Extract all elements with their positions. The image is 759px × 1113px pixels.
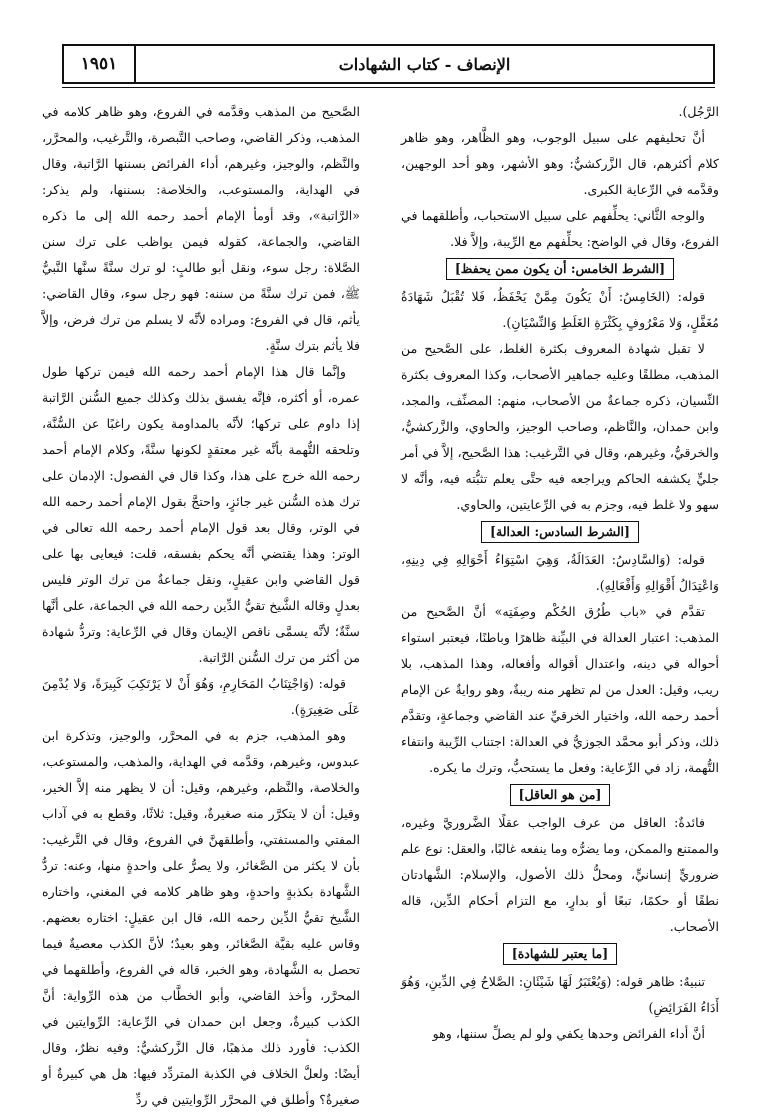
- paragraph: والوجه الثَّاني: يحلِّفهم على سبيل الاستحباب، وأطلقهما في الفروع، وقال في الواضح: يحلِّفهم مع الرِّيبة، وإلاَّ فلا.: [401, 208, 719, 249]
- paragraph: الصَّحيح من المذهب وقدَّمه في الفروع، وهو ظاهر كلامه في المذهب، وذكر القاضي، وصاحب التَّبصرة، والتَّرغيب، والمحرَّر، والنَّظم، والوجيز، وغيرهم، أداء الفرائض بسننها الرَّاتبة، وقال في الهداية، والمستوعب، والخلاصة: بسننها، ولم يذكر: «الرَّاتبة»، وقد أومأ الإمام أحمد رحمه الله إلى ما ذكره القاضي، والجماعة، كقوله فيمن يواظب على ترك سنن الصَّلاة: رجل سوء، ونقل أبو طالبٍ: لو ترك سنَّةً سنَّها النَّبيُّ ﷺ، فمن ترك سنَّةً من سننه: فهو رجل سوء، وقال القاضي: يأثم، قال في الفروع: ومراده لأنَّه لا يسلم من ترك فرض، وإلاَّ فلا يأثم بترك سنَّةٍ.: [42, 104, 360, 353]
- section-heading: [401, 783, 719, 807]
- section-heading-text: [ما يعتبر للشهادة]: [503, 943, 618, 965]
- running-title: الإنصاف - كتاب الشهادات: [338, 54, 511, 74]
- paragraph: الرَّجُل).: [678, 104, 719, 119]
- section-heading: [401, 942, 719, 966]
- page-number: ١٩٥١: [64, 46, 136, 82]
- header-rule: [62, 87, 715, 88]
- quoted-text: قوله: (وَالسَّادِسُ: العَدَالَةُ، وَهِيَ اسْتِوَاءُ أَحْوَالِهِ فِي دِينِهِ، وَاعْتِدَالُ أَقْوَالِهِ وَأَفْعَالِهِ).: [401, 552, 719, 593]
- paragraph: فائدةٌ: العاقل من عرف الواجب عقلًا الضَّروريَّ وغيره، والممتنع والممكن، وما يضرُّه وما ينفعه غالبًا، والعقل: نوع علم ضروريٍّ إنسانيٍّ، ومحلُّ ذلك الأصول، والإسلام: الشَّهادتان نطقًا أو حكمًا، تبعًا أو بدارٍ، مع التزام أحكام الدِّين، قاله الأصحاب.: [401, 815, 719, 934]
- paragraph: أنَّ أداء الفرائض وحدها يكفي ولو لم يصلِّ سننها، وهو: [432, 1026, 705, 1041]
- paragraph: تقدَّم في «باب طُرُق الحُكْم وصِفَتِه» أنَّ الصَّحيح من المذهب: اعتبار العدالة في البيِّنة ظاهرًا وباطنًا، فيعتبر استواء أحواله في دينه، واعتدال أقواله وأفعاله، وهذا المذهب، بلا ريب، وقيل: العدل من لم تظهر منه ريبةٌ، وهو روايةٌ عن الإمام أحمد رحمه الله، واختيار الخرقيِّ عند القاضي وجماعةٍ، وتقدَّم ذلك، وذكر أبو محمَّد الجوزيُّ في العدالة: اجتناب الرِّيبة وانتفاء التُّهمة، زاد في الرِّعاية: وفعل ما يستحبُّ، وترك ما يكره.: [401, 604, 719, 775]
- left-column: [42, 99, 360, 1107]
- paragraph: وإنَّما قال هذا الإمام أحمد رحمه الله فيمن تركها طول عمره، أو أكثره، فإنَّه يفسق بذلك وكذلك جميع السُّنن الرَّاتبة إذا داوم على تركها؛ لأنَّه بالمداومة يكون راغبًا عن السُّنَّة، وتلحقه التُّهمة بأنَّه غير معتقدٍ لكونها سنَّةً، وكلام الإمام أحمد رحمه الله خرج على هذا، وكذا قال في الفصول: الإدمان على ترك هذه السُّنن غير جائزٍ، واحتجَّ بقول الإمام أحمد رحمه الله في الوتر، وقال بعد قول الإمام أحمد رحمه الله تعالى في الوتر: وهذا يقتضي أنَّه يحكم بفسقه، قلت: فيعايى بها على قول القاضي وابن عقيلٍ، ونقل جماعةٌ من ترك الوتر فليس بعدلٍ وقاله الشَّيخ تقيُّ الدِّين رحمه الله في الجماعة، على أنَّها سنَّةٌ؛ لأنَّه يسمَّى ناقص الإيمان وقال في الرِّعاية: وتردُّ شهادة من أكثر من ترك السُّنن الرَّاتبة.: [42, 364, 360, 665]
- paragraph: أنَّ تحليفهم على سبيل الوجوب، وهو الظَّاهر، وهو ظاهر كلام أكثرهم، قال الزَّركشيُّ: وهو الأشهر، وهو أحد الوجهين، وقدَّمه في الرِّعاية الكبرى.: [401, 130, 719, 197]
- quoted-text: قوله: (وَاجْتِنَابُ المَحَارِمِ، وَهُوَ أَنْ لا يَرْتَكِبَ كَبِيرَةً، وَلا يُدْمِنَ عَلَى صَغِيرَةٍ).: [42, 676, 360, 717]
- section-heading: [401, 257, 719, 281]
- quoted-text: قوله: (الخَامِسُ: أَنْ يَكُونَ مِمَّنْ يَحْفَظُ، فَلا تُقْبَلُ شَهَادَةُ مُغَفَّلٍ، وَلا مَعْرُوفٍ بِكَثْرَةِ الغَلَطِ وَالنِّسْيَانِ).: [401, 289, 719, 330]
- right-column: [401, 99, 719, 1099]
- page-header: [62, 44, 715, 84]
- section-heading-text: [من هو العاقل]: [510, 784, 611, 806]
- paragraph: لا تقبل شهادة المعروف بكثرة الغلط، على الصَّحيح من المذهب، مطلقًا وعليه جماهير الأصحاب، وكذا المعروف بكثرة النِّسيان، ذكره جماعةٌ من الأصحاب، منهم: المصنِّف، والمجد، وابن حمدان، والنَّاظم، وصاحب الوجيز، والحاوي، والزَّركشيُّ، والخرقيُّ، وغيرهم، وقال في التَّرغيب: هذا الصَّحيح، إلاَّ في أمر جليٍّ يكشفه الحاكم ويراجعه فيه حتَّى يعلم تثبُّته فيه، وأنَّه لا سهو ولا غلط فيه، وجزم به في الرِّعايتين، والحاوي.: [401, 341, 719, 512]
- section-heading: [401, 520, 719, 544]
- section-heading-text: [الشرط السادس: العدالة]: [481, 521, 639, 543]
- paragraph: وهو المذهب، جزم به في المحرَّر، والوجيز، وتذكرة ابن عبدوس، وغيرهم، وقدَّمه في الهداية، والمذهب، والمستوعب، والخلاصة، والنَّظم، وغيرهم، وقيل: أن لا يظهر منه إلاَّ الخير، وقيل: أن لا يتكرَّر منه صغيرةٌ، وقيل: ثلاثًا، وقطع به في آداب المفتي والمستفتي، وأطلقهنَّ في الفروع، وقال في التَّرغيب: بأن لا يكثر من الصَّغائر، ولا يصرُّ على واحدةٍ منها، وعنه: تردُّ الشَّهادة بكذبةٍ واحدةٍ، وهو ظاهر كلامه في المغني، واختاره الشَّيخ تقيُّ الدِّين رحمه الله، قال ابن عقيلٍ: اختاره بعضهم. وقاس عليه بقيَّة الصَّغائر، وهو بعيدٌ؛ لأنَّ الكذب معصيةٌ فيما تحصل به الشَّهادة، وهو الخبر، قاله في الفروع، وأطلقهما في المحرَّر، وأخذ القاضي، وأبو الخطَّاب من هذه الرِّواية: أنَّ الكذب كبيرةٌ، وجعل ابن حمدان في الرِّعاية: الرِّوايتين في الكذب: فأورد ذلك مذهبًا، قال الزَّركشيُّ: وفيه نظرٌ، وقال أيضًا: ولعلَّ الخلاف في الكذبة المتردِّد فيها: هل هي كبيرةٌ أو صغيرةٌ؟ وأطلق في المحرَّر الرِّوايتين في ردِّ: [42, 728, 360, 1107]
- paragraph: تنبيهٌ: ظاهر قوله: (وَيُعْتَبَرُ لَهَا شَيْئَانِ: الصَّلاحُ فِي الدِّينِ، وَهُوَ أَدَاءُ الفَرَائِضِ): [401, 974, 719, 1015]
- section-heading-text: [الشرط الخامس: أن يكون ممن يحفظ]: [446, 258, 674, 280]
